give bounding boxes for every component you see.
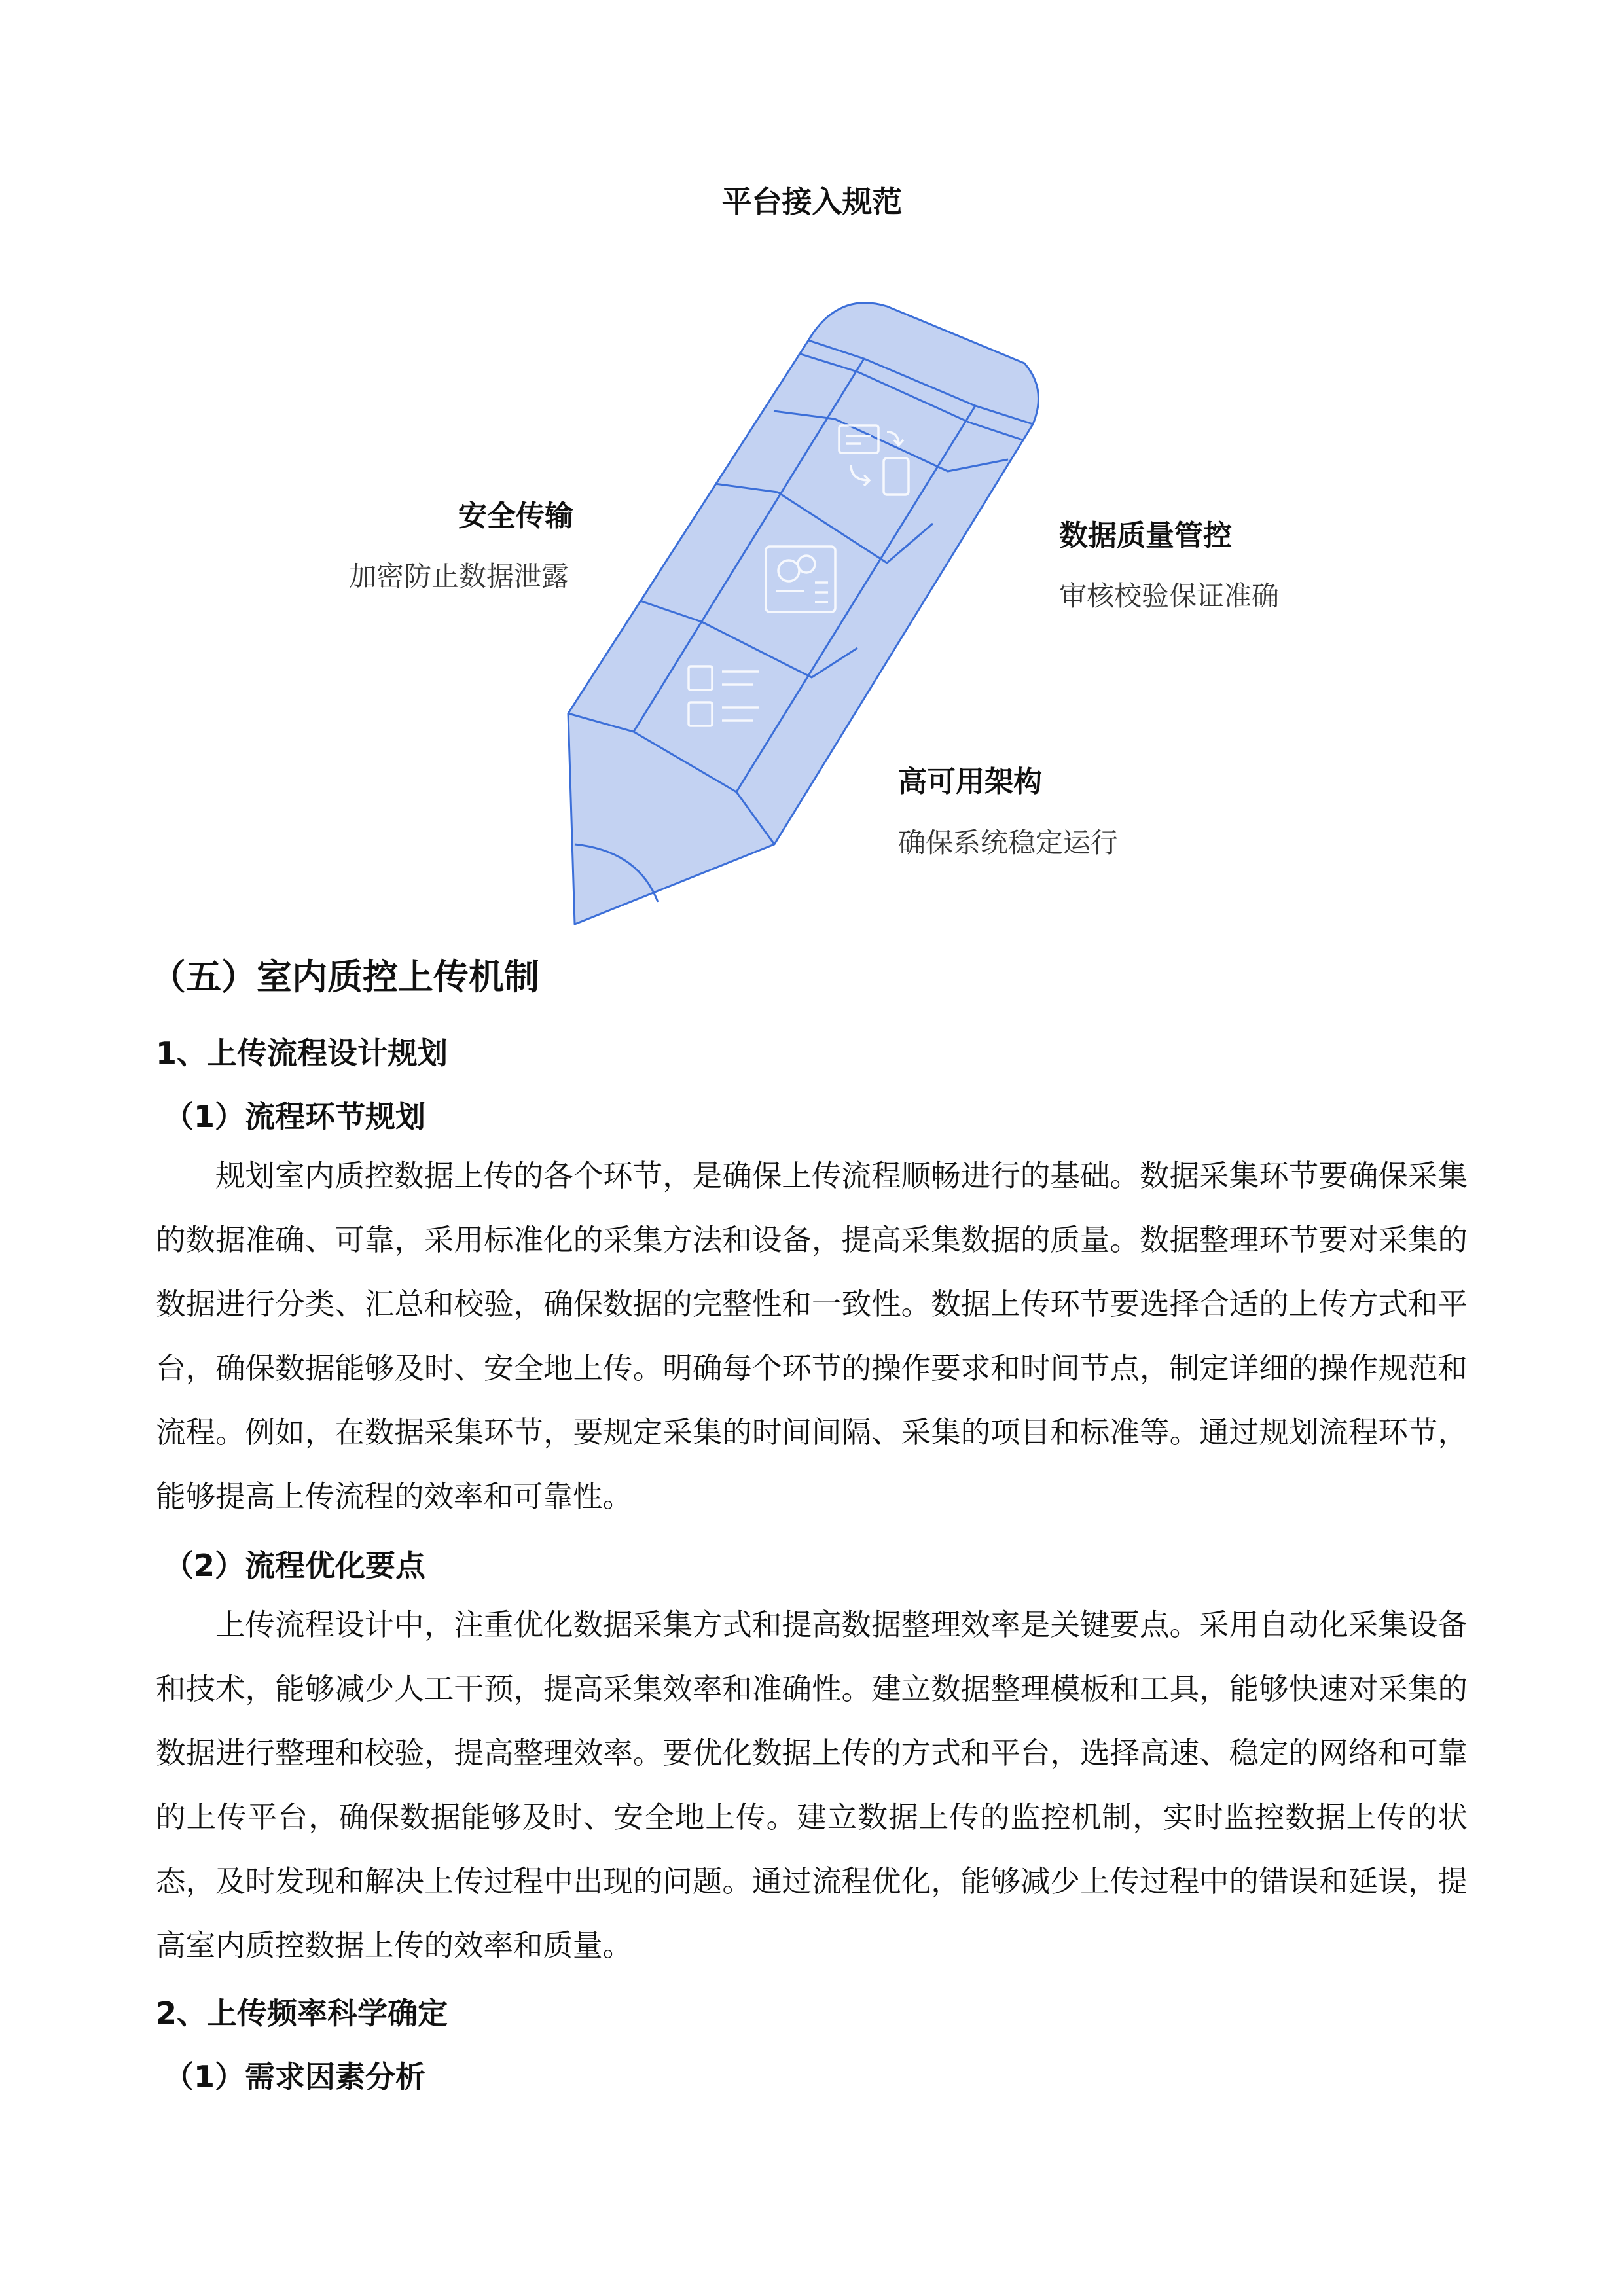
figure-title: 平台接入规范 <box>721 184 903 219</box>
subsection-title: 1、上传流程设计规划 <box>156 1035 448 1071</box>
item-title: （1）需求因素分析 <box>164 2059 426 2094</box>
paragraph: 上传流程设计中，注重优化数据采集方式和提高数据整理效率是关键要点。采用自动化采集设备和技术，能够减少人工干预，提高采集效率和准确性。建立数据整理模板和工具，能够快速对采集的数据进行整理和校验，提高整理效率。要优化数据上传的方式和平台，选择高速、稳定的网络和可靠的上传平台，确保数据能够及时、安全地上传。建立数据上传的监控机制，实时监控数据上传的状态，及时发现和解决上传过程中出现的问题。通过流程优化，能够减少上传过程中的错误和延误，提高室内质控数据上传的效率和质量。 <box>156 1607 1468 1963</box>
label-high-availability-heading: 高可用架构 <box>898 765 1042 798</box>
pencil-diagram <box>0 0 1624 929</box>
paragraph: 规划室内质控数据上传的各个环节，是确保上传流程顺畅进行的基础。数据采集环节要确保采集的数据准确、可靠，采用标准化的采集方法和设备，提高采集数据的质量。数据整理环节要对采集的数据进行分类、汇总和校验，确保数据的完整性和一致性。数据上传环节要选择合适的上传方式和平台，确保数据能够及时、安全地上传。明确每个环节的操作要求和时间节点，制定详细的操作规范和流程。例如，在数据采集环节，要规定采集的时间间隔、采集的项目和标准等。通过规划流程环节，能够提高上传流程的效率和可靠性。 <box>156 1158 1468 1514</box>
label-secure-transfer-text: 加密防止数据泄露 <box>348 560 569 592</box>
item-title: （1）流程环节规划 <box>164 1099 426 1134</box>
label-data-quality-heading: 数据质量管控 <box>1059 519 1232 552</box>
label-high-availability-text: 确保系统稳定运行 <box>898 827 1119 859</box>
item-title: （2）流程优化要点 <box>164 1548 426 1583</box>
label-secure-transfer-heading: 安全传输 <box>458 499 573 533</box>
subsection-title: 2、上传频率科学确定 <box>156 1996 448 2031</box>
section-title: （五）室内质控上传机制 <box>151 956 539 997</box>
label-data-quality-text: 审核校验保证准确 <box>1059 580 1280 612</box>
